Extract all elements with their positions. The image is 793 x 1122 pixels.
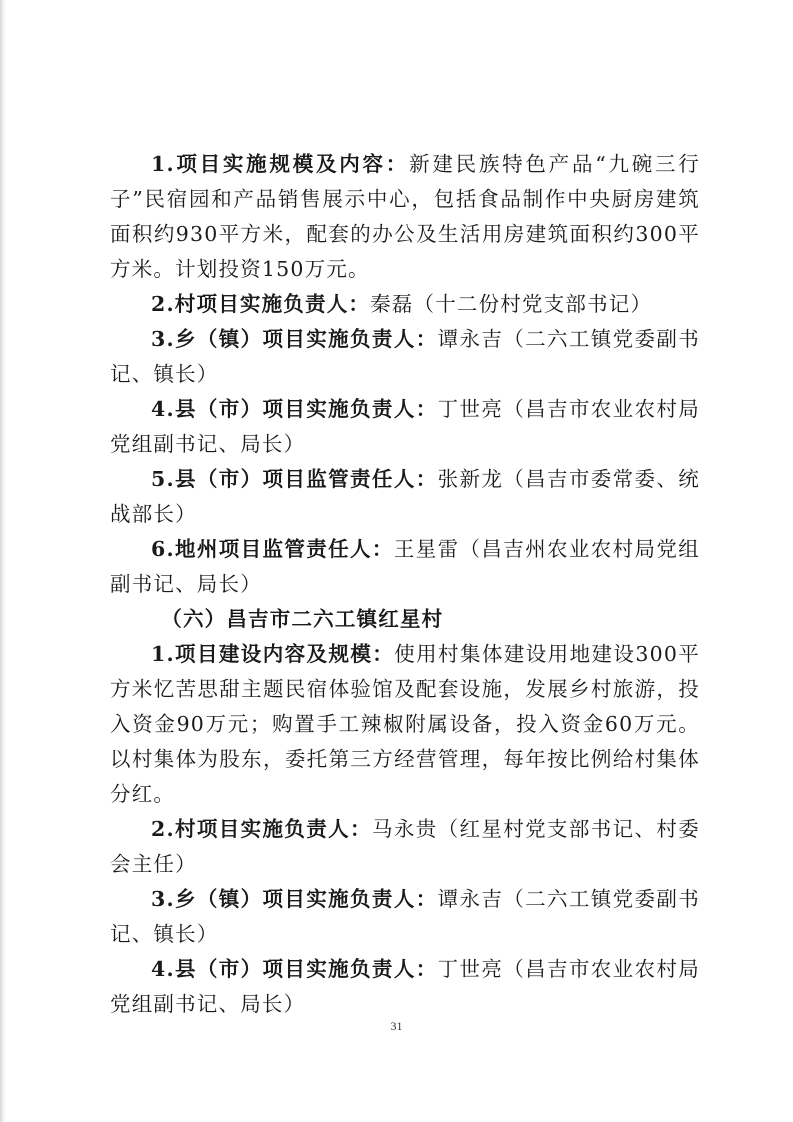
- s5-item1-label: 1.项目实施规模及内容：: [151, 152, 410, 176]
- s6-item3-label: 3.乡（镇）项目实施负责人：: [151, 887, 438, 911]
- s6-item4: [110, 952, 700, 1022]
- s5-item5-text: 张新龙（昌吉市委常委、统战部长）: [110, 467, 701, 526]
- s6-item1-text: 使用村集体建设用地建设300平方米忆苦思甜主题民宿体验馆及配套设施，发展乡村旅游，投入资金90万元；购置手工辣椒附属设备，投入资金60万元。以村集体为股东，委托第三方经营管理，每年按比例给村集体分红。: [110, 642, 700, 806]
- s5-item2: [110, 287, 700, 322]
- page-number: 31: [390, 1019, 403, 1033]
- s5-item6-label: 6.地州项目监管责任人：: [151, 537, 394, 561]
- scan-page-edge: [0, 0, 6, 1122]
- s5-item1-text: 新建民族特色产品“九碗三行子”民宿园和产品销售展示中心，包括食品制作中央厨房建筑面积约930平方米，配套的办公及生活用房建筑面积约300平方米。计划投资150万元。: [110, 152, 700, 281]
- s5-item2-label: 2.村项目实施负责人：: [151, 292, 371, 316]
- document-body: [110, 147, 700, 1022]
- s6-item4-text: 丁世亮（昌吉市农业农村局党组副书记、局长）: [110, 957, 701, 1016]
- s5-item5: [110, 462, 700, 532]
- s5-item3-label: 3.乡（镇）项目实施负责人：: [151, 327, 438, 351]
- s5-item3-text: 谭永吉（二六工镇党委副书记、镇长）: [110, 327, 701, 386]
- s6-item1: [110, 637, 700, 812]
- section-heading: （六）昌吉市二六工镇红星村: [161, 607, 444, 631]
- s5-item6: [110, 532, 700, 602]
- s5-item1: [110, 147, 700, 287]
- s6-item2-text: 马永贵（红星村党支部书记、村委会主任）: [110, 817, 700, 876]
- s6-item1-label: 1.项目建设内容及规模：: [151, 642, 395, 666]
- s5-item2-text: 秦磊（十二份村党支部书记）: [370, 292, 653, 316]
- s6-item3: [110, 882, 700, 952]
- s5-item5-label: 5.县（市）项目监管责任人：: [151, 467, 438, 491]
- s6-item2-label: 2.村项目实施负责人：: [151, 817, 372, 841]
- s5-item4: [110, 392, 700, 462]
- s6-item2: [110, 812, 700, 882]
- s5-item3: [110, 322, 700, 392]
- s6-item3-text: 谭永吉（二六工镇党委副书记、镇长）: [110, 887, 701, 946]
- s6-item4-label: 4.县（市）项目实施负责人：: [151, 957, 438, 981]
- s5-item4-text: 丁世亮（昌吉市农业农村局党组副书记、局长）: [110, 397, 701, 456]
- s5-item4-label: 4.县（市）项目实施负责人：: [151, 397, 438, 421]
- s5-item6-text: 王星雷（昌吉州农业农村局党组副书记、局长）: [110, 537, 700, 596]
